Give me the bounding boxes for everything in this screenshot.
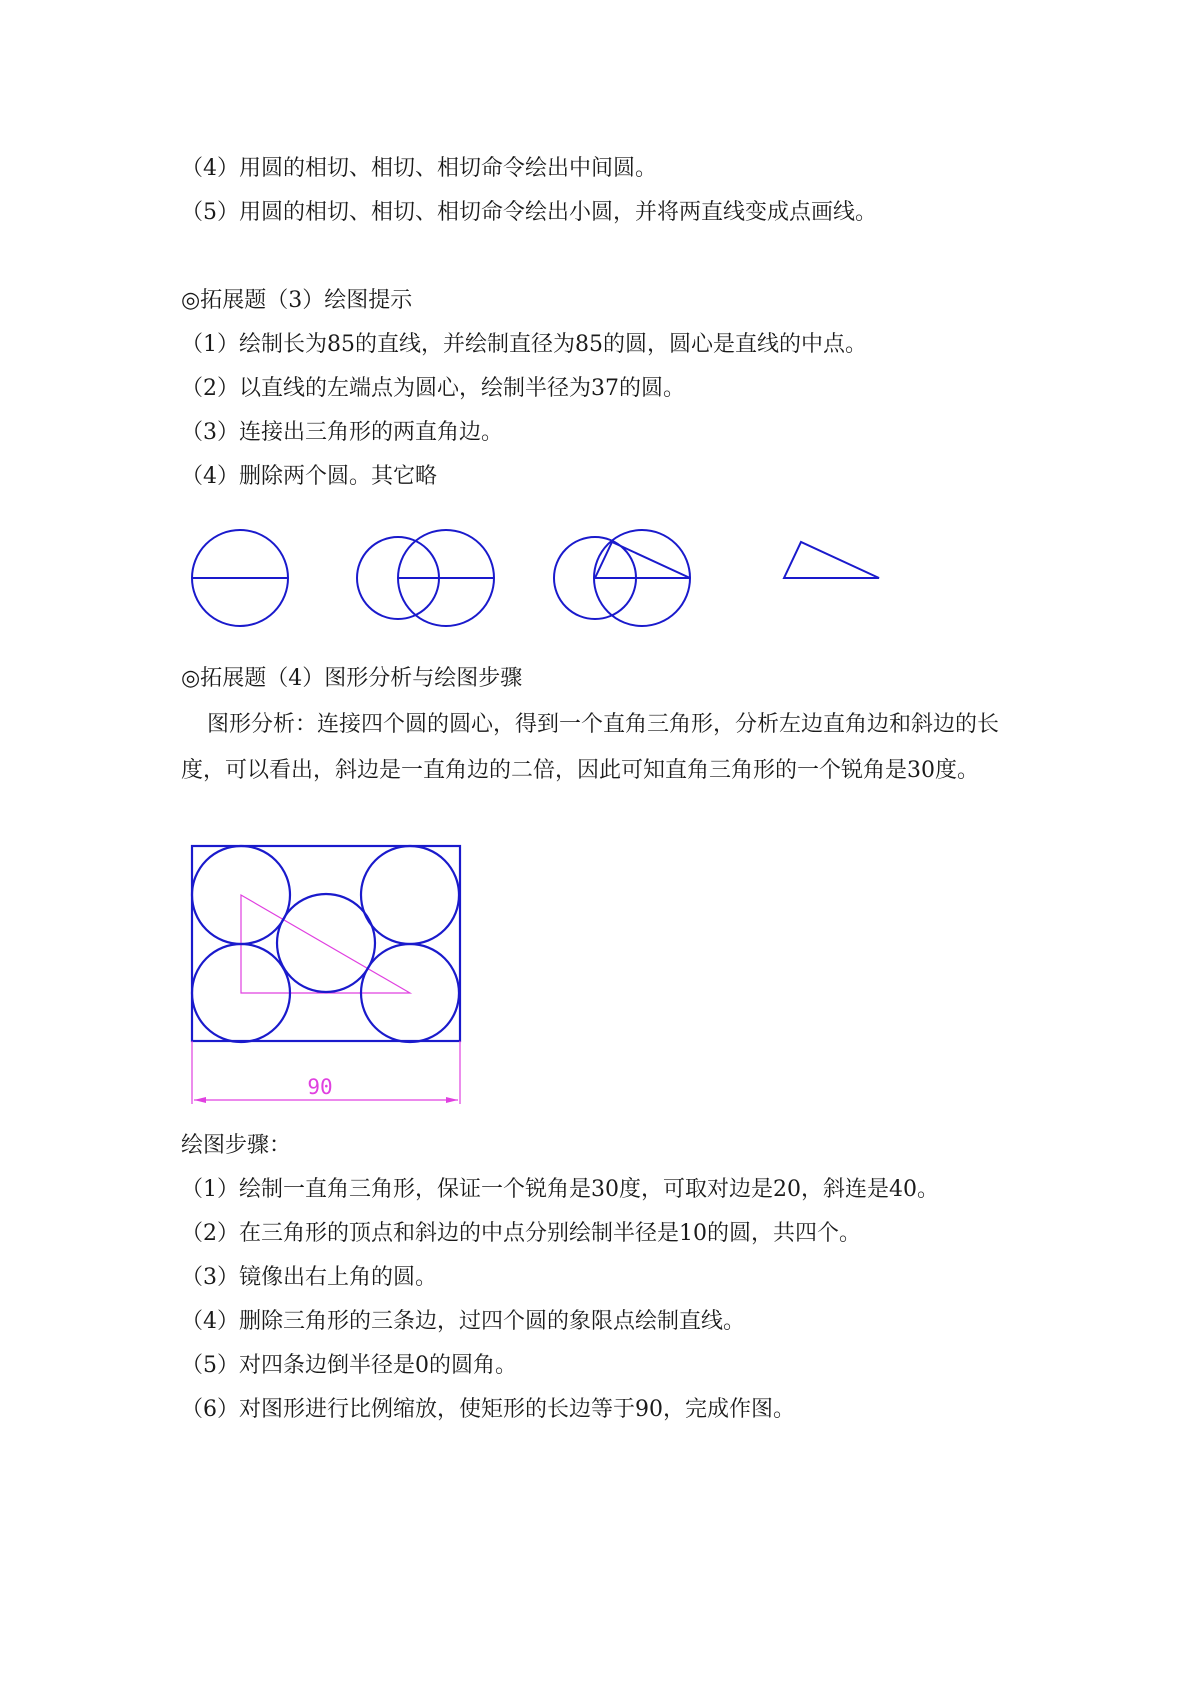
figure-step2: [357, 530, 494, 626]
circle-bottom-right: [361, 944, 459, 1042]
step-text: （4）删除两个圆。其它略: [181, 464, 437, 489]
step-text: （2）以直线的左端点为圆心，绘制半径为37的圆。: [181, 376, 685, 401]
step-text: （5）对四条边倒半径是0的圆角。: [181, 1353, 517, 1378]
section-heading: ◎拓展题（4）图形分析与绘图步骤: [181, 666, 523, 691]
analysis-paragraph: [181, 702, 1021, 794]
circle-top-right: [361, 846, 459, 944]
step-text: （1）绘制长为85的直线，并绘制直径为85的圆，圆心是直线的中点。: [181, 332, 867, 357]
analysis-text: 图形分析：连接四个圆的圆心，得到一个直角三角形，分析左边直角边和斜边的长度，可以看出，斜边是一直角边的二倍，因此可知直角三角形的一个锐角是30度。: [181, 712, 1000, 783]
ext4-figure: [192, 846, 460, 1104]
steps-title: 绘图步骤：: [181, 1133, 292, 1158]
outer-rectangle: [192, 846, 460, 1041]
figure-step3: [554, 530, 690, 626]
figure-step1: [192, 530, 288, 626]
circle-top-left: [192, 846, 290, 944]
step-text: （2）在三角形的顶点和斜边的中点分别绘制半径是10的圆，共四个。: [181, 1221, 861, 1246]
dimension-label: 90: [307, 1075, 333, 1099]
step-text: （3）镜像出右上角的圆。: [181, 1265, 437, 1290]
circle-middle: [277, 894, 375, 992]
step-text: （6）对图形进行比例缩放，使矩形的长边等于90，完成作图。: [181, 1397, 795, 1422]
figure-step4: [784, 542, 879, 578]
step-text: （3）连接出三角形的两直角边。: [181, 420, 503, 445]
step-text: （5）用圆的相切、相切、相切命令绘出小圆，并将两直线变成点画线。: [181, 200, 877, 225]
circle-bottom-left: [192, 944, 290, 1042]
step-text: （1）绘制一直角三角形，保证一个锐角是30度，可取对边是20，斜连是40。: [181, 1177, 939, 1202]
construction-triangle: [241, 895, 410, 993]
step-text: （4）删除三角形的三条边，过四个圆的象限点绘制直线。: [181, 1309, 745, 1334]
section-heading: ◎拓展题（3）绘图提示: [181, 288, 413, 313]
step-text: （4）用圆的相切、相切、相切命令绘出中间圆。: [181, 156, 657, 181]
